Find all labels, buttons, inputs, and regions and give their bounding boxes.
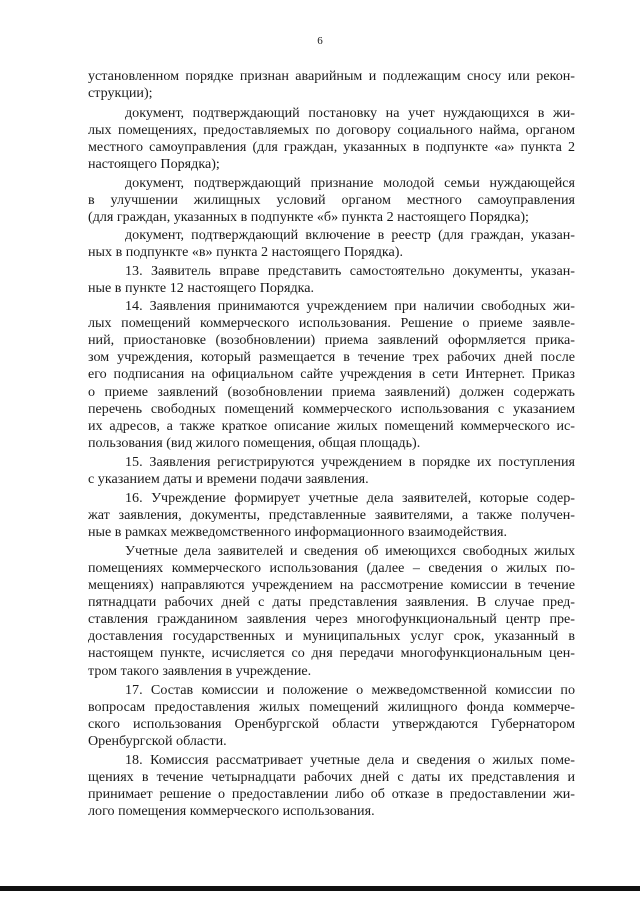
text-line: документ, подтверждающий признание молодой семьи нуждающейся bbox=[125, 175, 575, 191]
text-line: мещениях) направляются учреждением на рассмотрение комиссии в течение bbox=[88, 577, 575, 593]
text-line: ского использования Оренбургской области утверждаются Губернатором bbox=[88, 716, 575, 732]
text-line: 16. Учреждение формирует учетные дела заявителей, которые содер- bbox=[125, 490, 575, 506]
text-line: лого помещения коммерческого использования. bbox=[88, 803, 375, 819]
text-line: (для граждан, указанных в подпункте «б» пункта 2 настоящего Порядка); bbox=[88, 209, 529, 225]
text-line: местного самоуправления (для граждан, указанных в подпункте «а» пункта 2 bbox=[88, 139, 575, 155]
text-line: с указанием даты и времени подачи заявления. bbox=[88, 471, 369, 487]
page-number: 6 bbox=[317, 35, 323, 47]
text-line: настоящем пункте, исчисляется со дня передачи многофункциональным цен- bbox=[88, 645, 575, 661]
text-line: жат заявления, документы, представленные заявителями, а также получен- bbox=[88, 507, 575, 523]
text-line: тром такого заявления в учреждение. bbox=[88, 663, 312, 679]
text-line: лых помещениях, предоставляемых по договору социального найма, органом bbox=[88, 122, 575, 138]
text-line: ные в рамках межведомственного информационного взаимодействия. bbox=[88, 524, 508, 540]
text-line: документ, подтверждающий постановку на учет нуждающихся в жи- bbox=[125, 105, 575, 121]
text-line: их адресов, а также краткое описание жилых помещений коммерческого ис- bbox=[88, 418, 575, 434]
text-line: установленном порядке признан аварийным и подлежащим сносу или рекон- bbox=[88, 68, 575, 84]
text-line: ных в подпункте «в» пункта 2 настоящего Порядка). bbox=[88, 244, 404, 260]
text-line: ные в пункте 12 настоящего Порядка. bbox=[88, 280, 315, 296]
text-line: 18. Комиссия рассматривает учетные дела и сведения о жилых поме- bbox=[125, 752, 575, 768]
text-line: ний, приостановке (возобновлении) приема заявлений оформляется прика- bbox=[88, 332, 575, 348]
text-line: о приеме заявлений (возобновлении приема заявлений) должен содержать bbox=[88, 384, 575, 400]
scan-edge-rule bbox=[0, 886, 640, 891]
text-line: помещениях коммерческого использования (далее – сведения о жилых по- bbox=[88, 560, 575, 576]
text-line: пользования (вид жилого помещения, общая площадь). bbox=[88, 435, 421, 451]
text-line: пятнадцати рабочих дней с даты представления заявления. В случае пред- bbox=[88, 594, 575, 610]
text-line: перечень свободных помещений коммерческого использования с указанием bbox=[88, 401, 575, 417]
text-line: лых помещений коммерческого использования. Решение о приеме заявле- bbox=[88, 315, 575, 331]
text-line: доставления государственных и муниципальных услуг срок, указанный в bbox=[88, 628, 575, 644]
text-line: Оренбургской области. bbox=[88, 733, 227, 749]
text-line: документ, подтверждающий включение в реестр (для граждан, указан- bbox=[125, 227, 575, 243]
text-line: в улучшении жилищных условий органом местного самоуправления bbox=[88, 192, 575, 208]
text-line: 17. Состав комиссии и положение о межведомственной комиссии по bbox=[125, 682, 575, 698]
text-line: 13. Заявитель вправе представить самостоятельно документы, указан- bbox=[125, 263, 575, 279]
text-line: настоящего Порядка); bbox=[88, 156, 220, 172]
text-line: зом учреждения, который размещается в течение трех рабочих дней после bbox=[88, 349, 575, 365]
text-line: принимает решение о предоставлении либо об отказе в предоставлении жи- bbox=[88, 786, 575, 802]
text-line: струкции); bbox=[88, 85, 153, 101]
text-line: вопросам предоставления жилых помещений жилищного фонда коммерче- bbox=[88, 699, 575, 715]
text-line: 14. Заявления принимаются учреждением при наличии свободных жи- bbox=[125, 298, 575, 314]
text-line: его подписания на официальном сайте учреждения в сети Интернет. Приказ bbox=[88, 366, 575, 382]
text-line: ставления гражданином заявления через многофункциональный центр пре- bbox=[88, 611, 575, 627]
text-line: щениях в течение четырнадцати рабочих дней с даты их представления и bbox=[88, 769, 575, 785]
text-line: 15. Заявления регистрируются учреждением в порядке их поступления bbox=[125, 454, 575, 470]
text-line: Учетные дела заявителей и сведения об имеющихся свободных жилых bbox=[125, 543, 575, 559]
